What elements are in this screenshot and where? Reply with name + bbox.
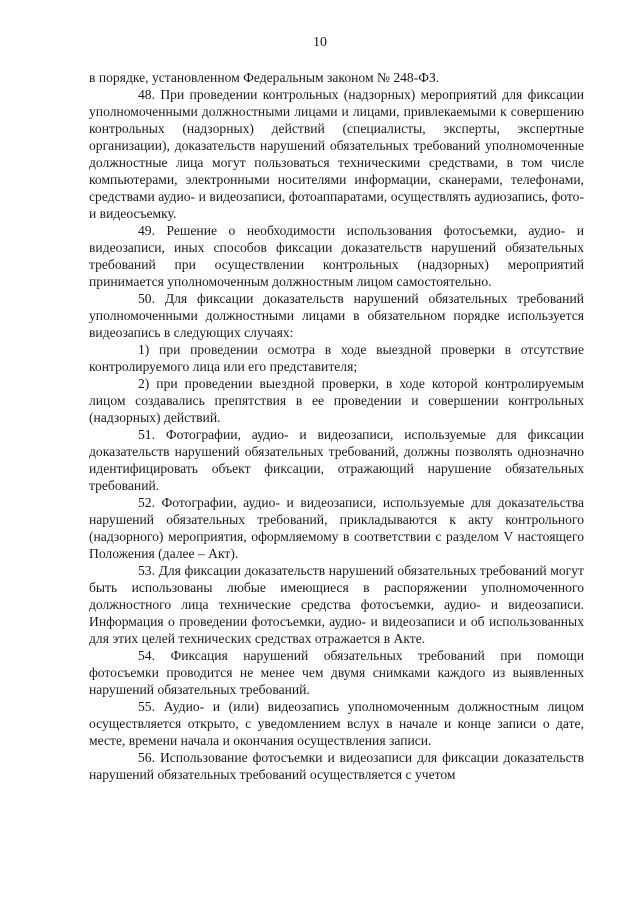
paragraph-50: 50. Для фиксации доказательств нарушений обязательных требований уполномоченными должностными лицами в обязательном порядке используется видеозапись в следующих случаях:	[89, 291, 584, 340]
paragraph-56: 56. Использование фотосъемки и видеозаписи для фиксации доказательств нарушений обязательных требований осуществляется с учетом	[89, 750, 584, 782]
paragraph-48: 48. При проведении контрольных (надзорных) мероприятий для фиксации уполномоченными должностными лицами и лицами, привлекаемыми к совершению контрольных (надзорных) действий (специалисты, эксперты, экспертные организации), доказательств нарушений обязательных требований уполномоченные должностные лица могут пользоваться техническими средствами, в том числе компьютерами, электронными носителями информации, сканерами, телефонами, средствами аудио- и видеозаписи, фотоаппаратами, осуществлять аудиозапись, фото- и видеосъемку.	[89, 87, 584, 221]
paragraph-53: 53. Для фиксации доказательств нарушений обязательных требований могут быть использованы любые имеющиеся в распоряжении уполномоченного должностного лица технические средства фотосъемки, аудио- и видеозаписи. Информация о проведении фотосъемки, аудио- и видеозаписи и об использованных для этих целей технических средствах отражается в Акте.	[89, 563, 584, 646]
paragraph-50-item-2: 2) при проведении выездной проверки, в ходе которой контролируемым лицом создавались препятствия в ее проведении и совершении контрольных (надзорных) действий.	[89, 376, 584, 425]
paragraph-51: 51. Фотографии, аудио- и видеозаписи, используемые для фиксации доказательств нарушений обязательных требований, должны позволять однозначно идентифицировать объект фиксации, отражающий нарушение обязательных требований.	[89, 427, 584, 493]
paragraph-49: 49. Решение о необходимости использования фотосъемки, аудио- и видеозаписи, иных способов фиксации доказательств нарушений обязательных требований при осуществлении контрольных (надзорных) мероприятий принимается уполномоченным должностным лицом самостоятельно.	[89, 223, 584, 289]
paragraph-50-item-1: 1) при проведении осмотра в ходе выездной проверки в отсутствие контролируемого лица или его представителя;	[89, 342, 584, 374]
document-body	[89, 69, 584, 783]
paragraph-55: 55. Аудио- и (или) видеозапись уполномоченным должностным лицом осуществляется открыто, с уведомлением вслух в начале и конце записи о дате, месте, времени начала и окончания осуществления записи.	[89, 699, 584, 748]
page-number: 10	[313, 35, 327, 50]
paragraph-54: 54. Фиксация нарушений обязательных требований при помощи фотосъемки проводится не менее чем двумя снимками каждого из выявленных нарушений обязательных требований.	[89, 648, 584, 697]
paragraph-continuation: в порядке, установленном Федеральным законом № 248-ФЗ.	[89, 70, 440, 85]
paragraph-52: 52. Фотографии, аудио- и видеозаписи, используемые для доказательства нарушений обязательных требований, прикладываются к акту контрольного (надзорного) мероприятия, оформляемому в соответствии с разделом V настоящего Положения (далее – Акт).	[89, 495, 584, 561]
